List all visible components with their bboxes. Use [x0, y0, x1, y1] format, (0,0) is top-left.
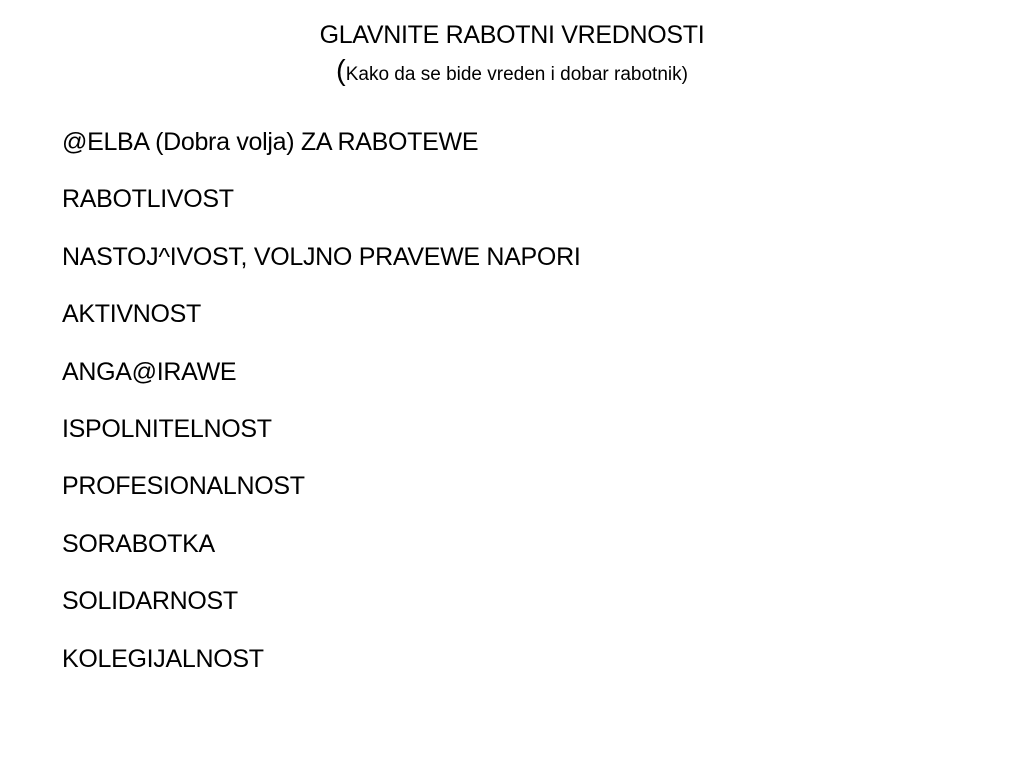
- work-values-list: [62, 114, 580, 688]
- subtitle-text: Kako da se bide vreden i dobar rabotnik): [345, 64, 688, 85]
- value-item: PROFESIONALNOST: [62, 472, 305, 501]
- value-item: AKTIVNOST: [62, 300, 201, 329]
- slide-subtitle: [0, 54, 1024, 93]
- value-item: SOLIDARNOST: [62, 587, 238, 616]
- value-item: ISPOLNITELNOST: [62, 415, 272, 444]
- value-item: @ELBA (Dobra volja) ZA RABOTEWE: [62, 128, 479, 156]
- value-item: SORABOTKA: [62, 529, 215, 558]
- value-item: ANGA@IRAWE: [62, 357, 237, 386]
- slide-title: GLAVNITE RABOTNI VREDNOSTI: [319, 21, 705, 49]
- subtitle-open-paren: (: [336, 55, 346, 87]
- value-item: RABOTLIVOST: [62, 185, 234, 214]
- slide-header: [0, 18, 1024, 93]
- value-item: KOLEGIJALNOST: [62, 644, 264, 673]
- value-item: NASTOJ^IVOST, VOLJNO PRAVEWE NAPORI: [62, 242, 581, 271]
